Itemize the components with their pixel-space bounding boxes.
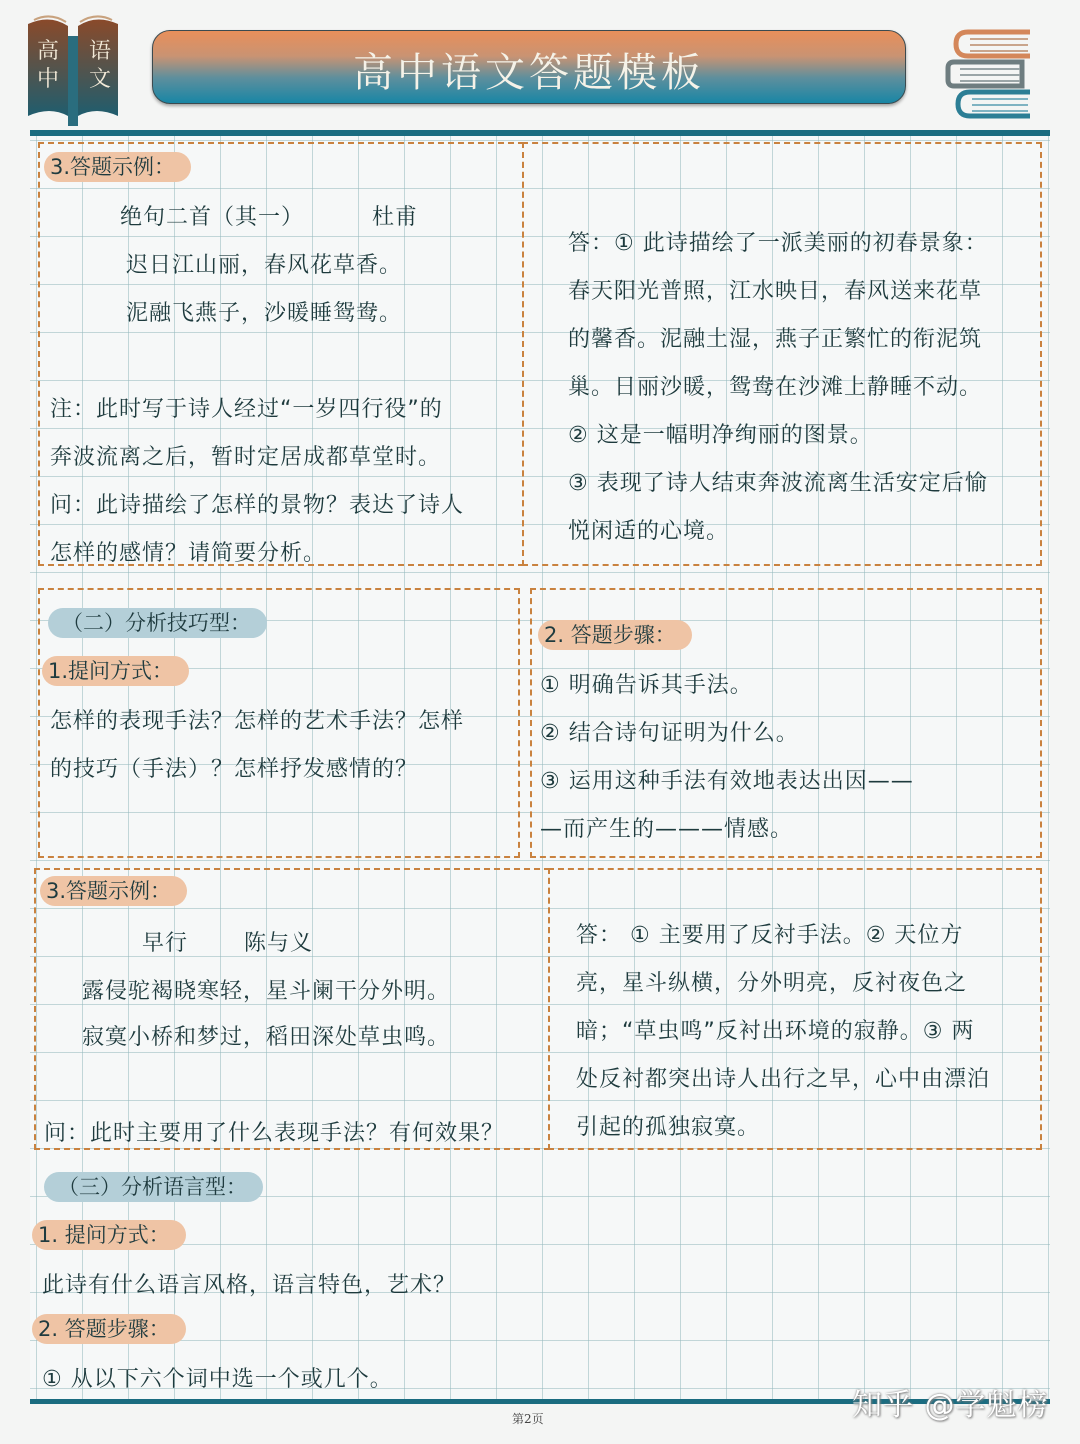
step-line: ① 从以下六个词中选一个或几个。 xyxy=(42,1367,393,1392)
question-line: 问：此时主要用了什么表现手法？有何效果？ xyxy=(44,1121,505,1146)
question-line: 怎样的感情？请简要分析。 xyxy=(50,541,327,566)
poem-line: 露侵驼褐晓寒轻，星斗阑干分外明。 xyxy=(82,979,451,1004)
title-banner xyxy=(152,30,906,104)
example-answer-panel-2 xyxy=(548,868,1042,1150)
page-title: 高中语文答题模板 xyxy=(353,50,705,96)
section-label: 3.答题示例： xyxy=(44,152,191,182)
step-line: —而产生的———情感。 xyxy=(540,817,794,842)
poem-title: 绝句二首（其一） xyxy=(120,205,305,230)
page-number: 第2页 xyxy=(512,1412,544,1426)
step-line: ① 明确告诉其手法。 xyxy=(540,673,753,698)
answer-line: 答： ① 主要用了反衬手法。② 天位方 xyxy=(576,923,964,948)
open-book-icon xyxy=(20,14,126,126)
note-line: 奔波流离之后，暂时定居成都草堂时。 xyxy=(50,445,442,470)
type-label-language: （三）分析语言型： xyxy=(44,1172,263,1202)
answer-steps-panel xyxy=(530,588,1042,858)
example-question-panel-2 xyxy=(34,868,550,1150)
logo-char: 中 xyxy=(36,67,59,92)
top-rule xyxy=(30,130,1050,136)
answer-line: 春天阳光普照，江水映日，春风送来花草 xyxy=(568,279,983,304)
technique-type-panel xyxy=(38,588,520,858)
poem-author: 陈与义 xyxy=(244,931,314,956)
watermark: 知乎 @学魁榜 xyxy=(852,1388,1049,1423)
logo-char: 高 xyxy=(36,39,59,64)
poem-line: 泥融飞燕子，沙暖睡鸳鸯。 xyxy=(126,301,403,326)
answer-line: 引起的孤独寂寞。 xyxy=(576,1115,761,1140)
stacked-books-icon xyxy=(944,26,1036,130)
answer-line: 处反衬都突出诗人出行之早，心中由漂泊 xyxy=(576,1067,991,1092)
logo-char: 语 xyxy=(88,39,111,64)
answer-line: 的馨香。泥融土湿，燕子正繁忙的衔泥筑 xyxy=(568,327,983,352)
type-label: （二）分析技巧型： xyxy=(48,608,267,638)
ask-line: 的技巧（手法）？怎样抒发感情的？ xyxy=(50,757,419,782)
logo-char: 文 xyxy=(88,67,111,92)
poem-line: 迟日江山丽，春风花草香。 xyxy=(126,253,403,278)
section-label: 3.答题示例： xyxy=(40,876,187,906)
steps-label: 2. 答题步骤： xyxy=(32,1314,186,1344)
question-line: 问：此诗描绘了怎样的景物？表达了诗人 xyxy=(50,493,465,518)
steps-label: 2. 答题步骤： xyxy=(538,620,692,650)
poem-author: 杜甫 xyxy=(372,205,419,230)
answer-line: 答：① 此诗描绘了一派美丽的初春景象： xyxy=(568,231,988,256)
ask-label: 1.提问方式： xyxy=(42,656,189,686)
poem-line: 寂寞小桥和梦过，稻田深处草虫鸣。 xyxy=(82,1025,451,1050)
note-line: 注：此时写于诗人经过“一岁四行役”的 xyxy=(50,397,443,422)
answer-line: ② 这是一幅明净绚丽的图景。 xyxy=(568,423,873,448)
ask-line: 此诗有什么语言风格，语言特色，艺术？ xyxy=(42,1273,457,1298)
poem-title: 早行 xyxy=(142,931,189,956)
example-answer-panel-1 xyxy=(522,142,1042,566)
step-line: ③ 运用这种手法有效地表达出因—— xyxy=(540,769,914,794)
answer-line: ③ 表现了诗人结束奔波流离生活安定后愉 xyxy=(568,471,988,496)
example-question-panel-1 xyxy=(38,142,524,566)
ask-label: 1. 提问方式： xyxy=(32,1220,186,1250)
ask-line: 怎样的表现手法？怎样的艺术手法？怎样 xyxy=(50,709,465,734)
step-line: ② 结合诗句证明为什么。 xyxy=(540,721,799,746)
answer-line: 亮，星斗纵横，分外明亮，反衬夜色之 xyxy=(576,971,968,996)
answer-line: 暗；“草虫鸣”反衬出环境的寂静。③ 两 xyxy=(576,1019,975,1044)
answer-line: 巢。日丽沙暖，鸳鸯在沙滩上静睡不动。 xyxy=(568,375,983,400)
answer-line: 悦闲适的心境。 xyxy=(568,519,730,544)
